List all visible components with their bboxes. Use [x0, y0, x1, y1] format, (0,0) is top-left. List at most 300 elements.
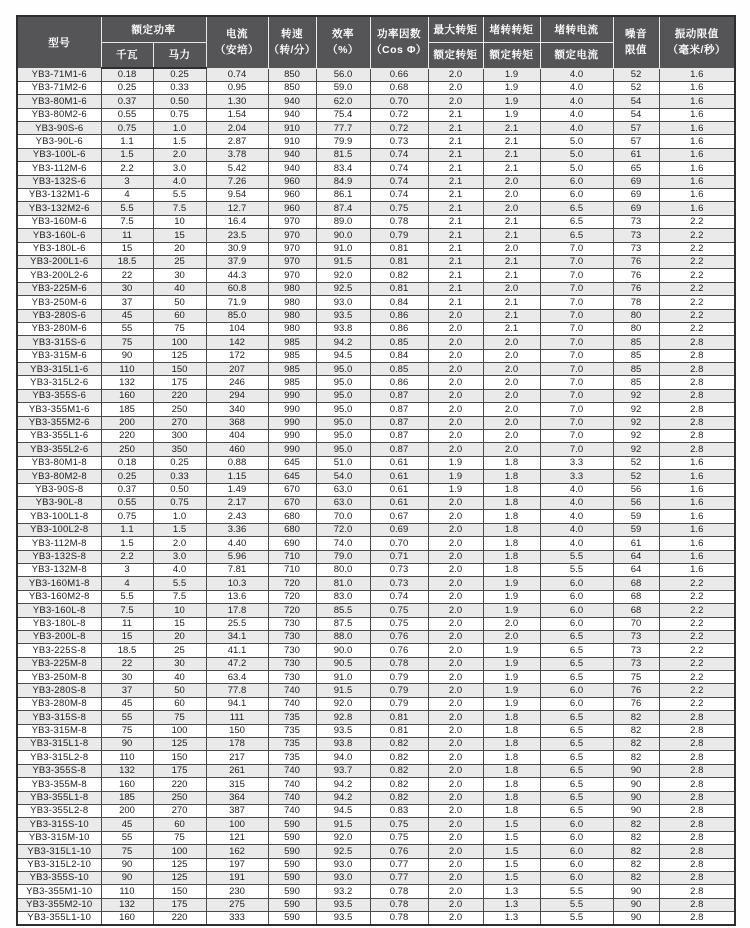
value-cell: 970 — [268, 255, 316, 268]
value-cell: 0.55 — [101, 497, 153, 510]
value-cell: 104 — [206, 322, 268, 335]
value-cell: 6.5 — [540, 791, 613, 804]
value-cell: 2.8 — [659, 764, 735, 777]
table-row — [17, 778, 735, 791]
value-cell: 1.9 — [483, 68, 540, 81]
value-cell: 0.33 — [153, 81, 206, 94]
value-cell: 4.0 — [153, 175, 206, 188]
table-row — [17, 510, 735, 523]
value-cell: 2.2 — [659, 697, 735, 710]
value-cell: 92 — [613, 389, 659, 402]
value-cell: 94.1 — [206, 697, 268, 710]
value-cell: 6.0 — [540, 577, 613, 590]
table-row — [17, 738, 735, 751]
value-cell: 84.9 — [316, 175, 370, 188]
table-body — [17, 68, 735, 925]
value-cell: 0.78 — [370, 215, 428, 228]
value-cell: 11 — [101, 229, 153, 242]
value-cell: 2.2 — [659, 322, 735, 335]
value-cell: 7.0 — [540, 309, 613, 322]
value-cell: 75 — [101, 845, 153, 858]
value-cell: 220 — [153, 389, 206, 402]
value-cell: 0.61 — [370, 470, 428, 483]
value-cell: 93.2 — [316, 885, 370, 898]
value-cell: 0.87 — [370, 416, 428, 429]
value-cell: 2.43 — [206, 510, 268, 523]
value-cell: 2.8 — [659, 363, 735, 376]
table-row — [17, 389, 735, 402]
value-cell: 91.0 — [316, 671, 370, 684]
model-cell: YB3-355L1-8 — [17, 791, 101, 804]
value-cell: 4.0 — [540, 122, 613, 135]
value-cell: 2.0 — [428, 684, 483, 697]
value-cell: 740 — [268, 684, 316, 697]
model-cell: YB3-315L2-10 — [17, 858, 101, 871]
value-cell: 1.6 — [659, 470, 735, 483]
value-cell: 2.0 — [483, 443, 540, 456]
value-cell: 2.8 — [659, 376, 735, 389]
value-cell: 0.82 — [370, 791, 428, 804]
value-cell: 0.82 — [370, 751, 428, 764]
value-cell: 5.5 — [540, 550, 613, 563]
value-cell: 6.0 — [540, 590, 613, 603]
value-cell: 80.0 — [316, 563, 370, 576]
value-cell: 2.0 — [483, 389, 540, 402]
value-cell: 2.1 — [428, 108, 483, 121]
value-cell: 1.30 — [206, 95, 268, 108]
value-cell: 1.6 — [659, 135, 735, 148]
model-cell: YB3-180L-6 — [17, 242, 101, 255]
value-cell: 178 — [206, 738, 268, 751]
value-cell: 333 — [206, 912, 268, 925]
value-cell: 132 — [101, 376, 153, 389]
value-cell: 0.82 — [370, 269, 428, 282]
value-cell: 1.6 — [659, 108, 735, 121]
value-cell: 91.0 — [316, 242, 370, 255]
value-cell: 1.3 — [483, 912, 540, 925]
model-cell: YB3-315M-6 — [17, 349, 101, 362]
value-cell: 6.5 — [540, 657, 613, 670]
value-cell: 2.8 — [659, 885, 735, 898]
value-cell: 1.6 — [659, 175, 735, 188]
value-cell: 2.2 — [659, 577, 735, 590]
table-row — [17, 269, 735, 282]
table-row — [17, 443, 735, 456]
value-cell: 30 — [153, 657, 206, 670]
model-cell: YB3-71M1-6 — [17, 68, 101, 81]
value-cell: 69 — [613, 189, 659, 202]
value-cell: 2.0 — [428, 322, 483, 335]
table-row — [17, 590, 735, 603]
value-cell: 970 — [268, 229, 316, 242]
value-cell: 82 — [613, 831, 659, 844]
value-cell: 1.6 — [659, 81, 735, 94]
value-cell: 2.0 — [428, 644, 483, 657]
value-cell: 160 — [101, 912, 153, 925]
value-cell: 6.5 — [540, 630, 613, 643]
value-cell: 0.88 — [206, 456, 268, 469]
value-cell: 2.8 — [659, 898, 735, 911]
value-cell: 2.2 — [659, 255, 735, 268]
value-cell: 2.0 — [483, 630, 540, 643]
value-cell: 1.5 — [483, 858, 540, 871]
value-cell: 7.0 — [540, 403, 613, 416]
value-cell: 85 — [613, 363, 659, 376]
value-cell: 100 — [153, 724, 206, 737]
model-cell: YB3-355L2-8 — [17, 804, 101, 817]
value-cell: 0.68 — [370, 81, 428, 94]
model-cell: YB3-280S-6 — [17, 309, 101, 322]
value-cell: 970 — [268, 215, 316, 228]
value-cell: 0.79 — [370, 697, 428, 710]
table-row — [17, 95, 735, 108]
value-cell: 294 — [206, 389, 268, 402]
value-cell: 90 — [613, 885, 659, 898]
value-cell: 15 — [101, 242, 153, 255]
value-cell: 2.0 — [428, 376, 483, 389]
value-cell: 590 — [268, 831, 316, 844]
value-cell: 0.74 — [370, 175, 428, 188]
value-cell: 2.0 — [428, 563, 483, 576]
value-cell: 2.0 — [428, 363, 483, 376]
value-cell: 985 — [268, 349, 316, 362]
table-row — [17, 322, 735, 335]
table-row — [17, 215, 735, 228]
value-cell: 3.3 — [540, 456, 613, 469]
value-cell: 2.0 — [428, 858, 483, 871]
value-cell: 2.1 — [428, 296, 483, 309]
value-cell: 150 — [153, 751, 206, 764]
value-cell: 1.8 — [483, 724, 540, 737]
value-cell: 270 — [153, 804, 206, 817]
value-cell: 1.6 — [659, 523, 735, 536]
header-locked-current-ratio — [540, 16, 613, 68]
value-cell: 93.5 — [316, 912, 370, 925]
value-cell: 740 — [268, 764, 316, 777]
value-cell: 175 — [153, 376, 206, 389]
value-cell: 230 — [206, 885, 268, 898]
value-cell: 2.2 — [101, 550, 153, 563]
value-cell: 18.5 — [101, 644, 153, 657]
value-cell: 0.18 — [101, 68, 153, 81]
value-cell: 75.4 — [316, 108, 370, 121]
value-cell: 5.96 — [206, 550, 268, 563]
value-cell: 590 — [268, 871, 316, 884]
table-row — [17, 189, 735, 202]
value-cell: 56 — [613, 497, 659, 510]
value-cell: 220 — [153, 778, 206, 791]
value-cell: 990 — [268, 443, 316, 456]
value-cell: 2.2 — [659, 215, 735, 228]
value-cell: 990 — [268, 416, 316, 429]
value-cell: 200 — [101, 804, 153, 817]
value-cell: 81.0 — [316, 577, 370, 590]
table-row — [17, 764, 735, 777]
model-cell: YB3-250M-8 — [17, 671, 101, 684]
value-cell: 1.6 — [659, 68, 735, 81]
value-cell: 2.17 — [206, 497, 268, 510]
value-cell: 65 — [613, 162, 659, 175]
value-cell: 3.3 — [540, 470, 613, 483]
value-cell: 1.3 — [483, 898, 540, 911]
value-cell: 1.9 — [483, 81, 540, 94]
value-cell: 93.5 — [316, 309, 370, 322]
value-cell: 217 — [206, 751, 268, 764]
table-row — [17, 336, 735, 349]
value-cell: 990 — [268, 430, 316, 443]
value-cell: 87.5 — [316, 617, 370, 630]
value-cell: 2.0 — [483, 349, 540, 362]
value-cell: 0.95 — [206, 81, 268, 94]
value-cell: 92 — [613, 416, 659, 429]
value-cell: 2.0 — [428, 604, 483, 617]
value-cell: 87.4 — [316, 202, 370, 215]
value-cell: 250 — [153, 791, 206, 804]
value-cell: 93.5 — [316, 898, 370, 911]
value-cell: 37 — [101, 684, 153, 697]
table-row — [17, 724, 735, 737]
value-cell: 1.9 — [483, 697, 540, 710]
value-cell: 1.8 — [483, 711, 540, 724]
value-cell: 2.1 — [428, 122, 483, 135]
value-cell: 3.0 — [153, 550, 206, 563]
value-cell: 1.6 — [659, 162, 735, 175]
table-row — [17, 202, 735, 215]
value-cell: 670 — [268, 483, 316, 496]
value-cell: 1.6 — [659, 550, 735, 563]
value-cell: 197 — [206, 858, 268, 871]
value-cell: 2.2 — [659, 229, 735, 242]
value-cell: 0.79 — [370, 229, 428, 242]
table-row — [17, 122, 735, 135]
value-cell: 2.0 — [428, 430, 483, 443]
value-cell: 315 — [206, 778, 268, 791]
motor-spec-table — [16, 15, 736, 926]
value-cell: 960 — [268, 202, 316, 215]
header-max-torque-numerator: 最大转矩 — [429, 18, 483, 43]
value-cell: 82 — [613, 724, 659, 737]
model-cell: YB3-80M1-8 — [17, 456, 101, 469]
value-cell: 0.75 — [370, 818, 428, 831]
value-cell: 191 — [206, 871, 268, 884]
value-cell: 2.0 — [483, 175, 540, 188]
value-cell: 2.2 — [659, 309, 735, 322]
value-cell: 125 — [153, 871, 206, 884]
value-cell: 160 — [101, 778, 153, 791]
value-cell: 2.1 — [483, 269, 540, 282]
value-cell: 4.0 — [153, 563, 206, 576]
model-cell: YB3-355M2-10 — [17, 898, 101, 911]
value-cell: 1.15 — [206, 470, 268, 483]
table-row — [17, 630, 735, 643]
value-cell: 940 — [268, 108, 316, 121]
value-cell: 79.0 — [316, 550, 370, 563]
table-row — [17, 804, 735, 817]
value-cell: 94.2 — [316, 791, 370, 804]
value-cell: 90 — [613, 764, 659, 777]
value-cell: 2.0 — [483, 376, 540, 389]
value-cell: 92 — [613, 403, 659, 416]
value-cell: 64 — [613, 563, 659, 576]
value-cell: 93.8 — [316, 322, 370, 335]
value-cell: 75 — [101, 336, 153, 349]
value-cell: 6.5 — [540, 724, 613, 737]
value-cell: 83.4 — [316, 162, 370, 175]
value-cell: 7.0 — [540, 296, 613, 309]
model-cell: YB3-112M-6 — [17, 162, 101, 175]
value-cell: 0.74 — [370, 189, 428, 202]
value-cell: 2.2 — [659, 684, 735, 697]
value-cell: 1.8 — [483, 470, 540, 483]
value-cell: 0.73 — [370, 577, 428, 590]
value-cell: 85 — [613, 376, 659, 389]
value-cell: 6.0 — [540, 818, 613, 831]
value-cell: 89.0 — [316, 215, 370, 228]
header-locked-current-denominator: 额定电流 — [554, 48, 599, 61]
value-cell: 3 — [101, 563, 153, 576]
table-header — [17, 16, 735, 68]
value-cell: 3 — [101, 175, 153, 188]
value-cell: 95.0 — [316, 443, 370, 456]
value-cell: 7.0 — [540, 255, 613, 268]
value-cell: 92.8 — [316, 711, 370, 724]
value-cell: 1.6 — [659, 483, 735, 496]
header-max-torque-ratio — [428, 16, 483, 68]
value-cell: 2.0 — [483, 189, 540, 202]
value-cell: 45 — [101, 818, 153, 831]
value-cell: 2.0 — [428, 550, 483, 563]
value-cell: 0.33 — [153, 470, 206, 483]
value-cell: 15 — [153, 617, 206, 630]
value-cell: 1.9 — [483, 684, 540, 697]
value-cell: 1.9 — [483, 577, 540, 590]
model-cell: YB3-280M-6 — [17, 322, 101, 335]
value-cell: 0.75 — [370, 617, 428, 630]
value-cell: 2.2 — [659, 604, 735, 617]
value-cell: 590 — [268, 858, 316, 871]
value-cell: 7.0 — [540, 389, 613, 402]
value-cell: 2.0 — [428, 671, 483, 684]
value-cell: 4.40 — [206, 537, 268, 550]
value-cell: 0.75 — [153, 497, 206, 510]
value-cell: 75 — [613, 671, 659, 684]
header-vibration-line2: （毫米/秒） — [667, 44, 726, 57]
value-cell: 5.5 — [101, 202, 153, 215]
value-cell: 15 — [153, 229, 206, 242]
value-cell: 7.81 — [206, 563, 268, 576]
header-current — [206, 16, 268, 68]
value-cell: 61 — [613, 537, 659, 550]
value-cell: 2.1 — [428, 269, 483, 282]
value-cell: 15 — [101, 630, 153, 643]
value-cell: 2.2 — [659, 296, 735, 309]
model-cell: YB3-315L2-8 — [17, 751, 101, 764]
header-power-factor-line1: 功率因数 — [377, 27, 421, 40]
value-cell: 132 — [101, 764, 153, 777]
value-cell: 90 — [613, 778, 659, 791]
model-cell: YB3-71M2-6 — [17, 81, 101, 94]
value-cell: 82 — [613, 858, 659, 871]
value-cell: 18.5 — [101, 255, 153, 268]
value-cell: 59 — [613, 510, 659, 523]
value-cell: 740 — [268, 697, 316, 710]
value-cell: 0.74 — [370, 148, 428, 161]
value-cell: 2.8 — [659, 738, 735, 751]
table-row — [17, 577, 735, 590]
value-cell: 73 — [613, 215, 659, 228]
value-cell: 0.76 — [370, 644, 428, 657]
value-cell: 246 — [206, 376, 268, 389]
value-cell: 250 — [153, 403, 206, 416]
value-cell: 1.8 — [483, 550, 540, 563]
value-cell: 0.75 — [153, 108, 206, 121]
header-locked-torque-ratio — [483, 16, 540, 68]
value-cell: 90.0 — [316, 644, 370, 657]
value-cell: 30.9 — [206, 242, 268, 255]
table-row — [17, 831, 735, 844]
table-row — [17, 162, 735, 175]
value-cell: 95.0 — [316, 376, 370, 389]
value-cell: 0.87 — [370, 389, 428, 402]
model-cell: YB3-132S-6 — [17, 175, 101, 188]
table-row — [17, 108, 735, 121]
value-cell: 5.5 — [540, 912, 613, 925]
value-cell: 63.0 — [316, 497, 370, 510]
value-cell: 735 — [268, 738, 316, 751]
value-cell: 73 — [613, 229, 659, 242]
value-cell: 680 — [268, 523, 316, 536]
value-cell: 125 — [153, 738, 206, 751]
value-cell: 0.25 — [101, 81, 153, 94]
value-cell: 2.8 — [659, 912, 735, 925]
value-cell: 670 — [268, 497, 316, 510]
value-cell: 0.25 — [101, 470, 153, 483]
value-cell: 0.87 — [370, 443, 428, 456]
value-cell: 0.74 — [206, 68, 268, 81]
value-cell: 0.85 — [370, 336, 428, 349]
value-cell: 680 — [268, 510, 316, 523]
value-cell: 69 — [613, 175, 659, 188]
value-cell: 2.0 — [428, 81, 483, 94]
model-cell: YB3-280M-8 — [17, 697, 101, 710]
value-cell: 1.5 — [483, 818, 540, 831]
value-cell: 91.5 — [316, 255, 370, 268]
value-cell: 1.8 — [483, 523, 540, 536]
value-cell: 150 — [153, 363, 206, 376]
value-cell: 20 — [153, 242, 206, 255]
value-cell: 93.0 — [316, 858, 370, 871]
table-row — [17, 349, 735, 362]
header-vibration-limit — [659, 16, 735, 68]
value-cell: 1.6 — [659, 202, 735, 215]
value-cell: 1.6 — [659, 148, 735, 161]
value-cell: 1.8 — [483, 804, 540, 817]
value-cell: 4 — [101, 189, 153, 202]
value-cell: 76 — [613, 282, 659, 295]
value-cell: 111 — [206, 711, 268, 724]
value-cell: 82 — [613, 871, 659, 884]
value-cell: 0.70 — [370, 537, 428, 550]
model-cell: YB3-355M1-6 — [17, 403, 101, 416]
value-cell: 0.78 — [370, 657, 428, 670]
table-row — [17, 912, 735, 925]
value-cell: 0.55 — [101, 108, 153, 121]
value-cell: 1.6 — [659, 95, 735, 108]
header-max-torque-denominator: 额定转矩 — [433, 48, 478, 61]
value-cell: 980 — [268, 282, 316, 295]
value-cell: 68 — [613, 577, 659, 590]
value-cell: 12.7 — [206, 202, 268, 215]
